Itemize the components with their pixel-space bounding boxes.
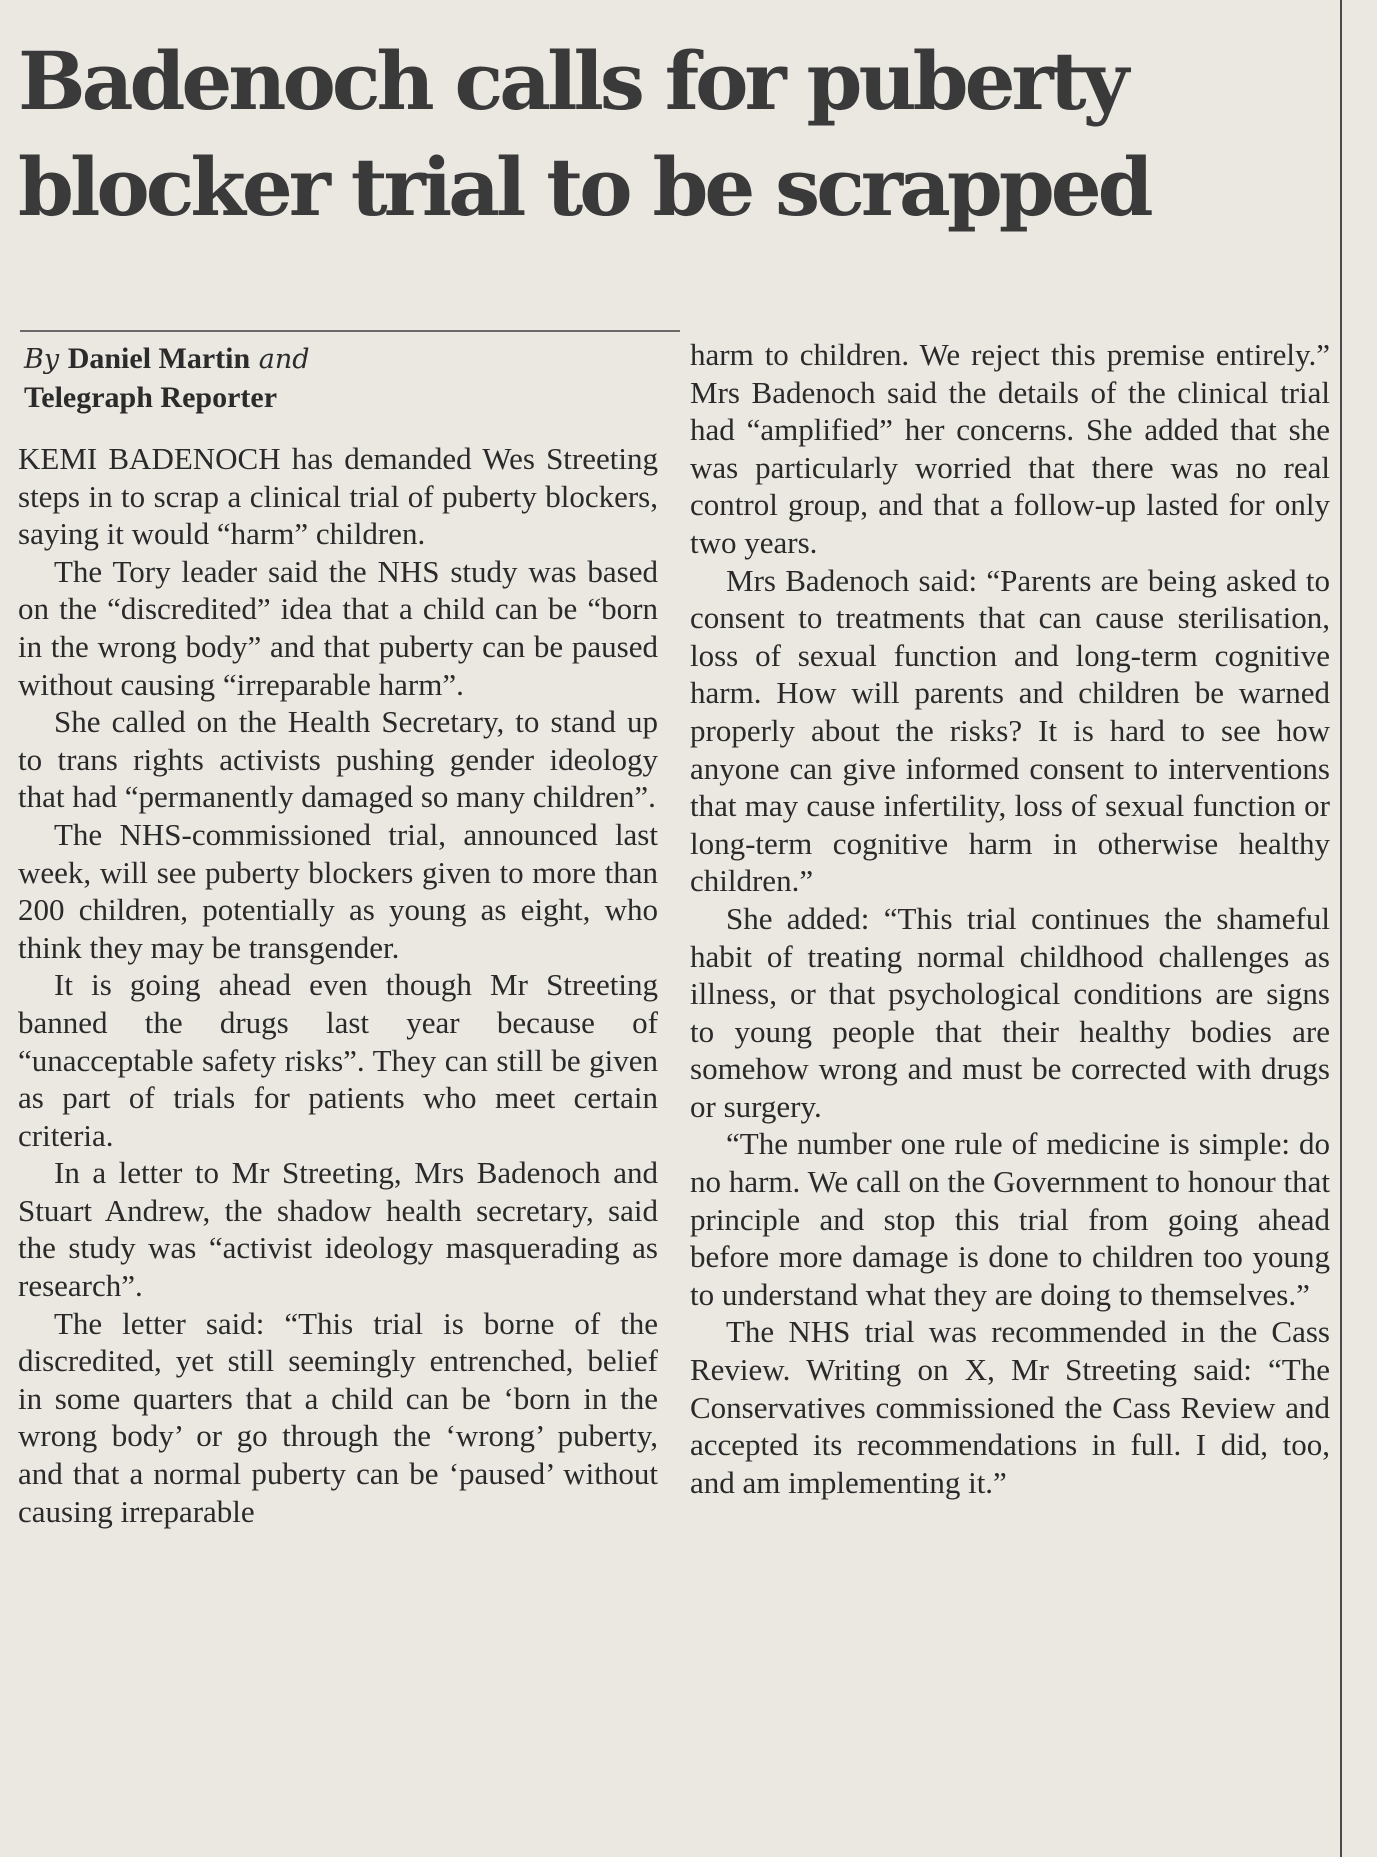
article-column-right — [690, 336, 1330, 1501]
paragraph: KEMI BADENOCH has demanded Wes Streeting steps in to scrap a clinical trial of puberty blockers, saying it would “harm” children. — [18, 441, 658, 552]
paragraph: Mrs Badenoch said: “Parents are being asked to consent to treatments that can cause sterilisation, loss of sexual function and long-term cognitive harm. How will parents and children be warned properly about the risks? It is hard to see how anyone can give informed consent to interventions that may cause infertility, loss of sexual function or long-term cognitive harm in otherwise healthy children.” — [690, 562, 1330, 899]
paragraph: “The number one rule of medicine is simple: do no harm. We call on the Government to honour that principle and stop this trial from going ahead before more damage is done to children too young to understand what they are doing to themselves.” — [690, 1126, 1330, 1312]
paragraph: In a letter to Mr Streeting, Mrs Badenoch and Stuart Andrew, the shadow health secretary, said the study was “activist ideology masquerading as research”. — [18, 1155, 658, 1304]
paragraph: harm to children. We reject this premise entirely.” Mrs Badenoch said the details of the clinical trial had “amplified” her concerns. She added that she was particularly worried that there was no real control group, and that a follow-up lasted for only two years. — [690, 337, 1330, 560]
paragraph: The Tory leader said the NHS study was based on the “discredited” idea that a child can be “born in the wrong body” and that puberty can be paused without causing “irreparable harm”. — [18, 553, 658, 702]
paragraph: The NHS trial was recommended in the Cass Review. Writing on X, Mr Streeting said: “The Conservatives commissioned the Cass Review and accepted its recommendations in full. I did, too, and am implementing it.” — [690, 1314, 1330, 1500]
byline-reporter: Telegraph Reporter — [24, 381, 278, 414]
byline-by: By — [24, 344, 60, 375]
paragraph: She added: “This trial continues the shameful habit of treating normal childhood challenges as illness, or that psychological conditions are signs to young people that their healthy bodies are somehow wrong and must be corrected with drugs or surgery. — [690, 900, 1330, 1124]
byline-and: and — [258, 344, 310, 375]
article-column-left — [18, 440, 658, 1530]
headline: Badenoch calls for puberty blocker trial to be scrapped — [18, 34, 1150, 234]
byline-author: Daniel Martin — [67, 342, 251, 375]
paragraph: The NHS-commissioned trial, announced last week, will see puberty blockers given to more than 200 children, potentially as young as eight, who think they may be transgender. — [18, 816, 658, 965]
paragraph: The letter said: “This trial is borne of the discredited, yet still seemingly entrenched, belief in some quarters that a child can be ‘born in the wrong body’ or go through the ‘wrong’ puberty, and that a normal puberty can be ‘paused’ without causing irreparable — [18, 1305, 658, 1529]
byline — [24, 340, 684, 418]
page-edge-divider — [1340, 0, 1342, 1857]
byline-rule — [20, 330, 680, 332]
paragraph: She called on the Health Secretary, to stand up to trans rights activists pushing gender ideology that had “permanently damaged so many children”. — [18, 704, 658, 815]
paragraph: It is going ahead even though Mr Streeting banned the drugs last year because of “unacceptable safety risks”. They can still be given as part of trials for patients who meet certain criteria. — [18, 967, 658, 1153]
